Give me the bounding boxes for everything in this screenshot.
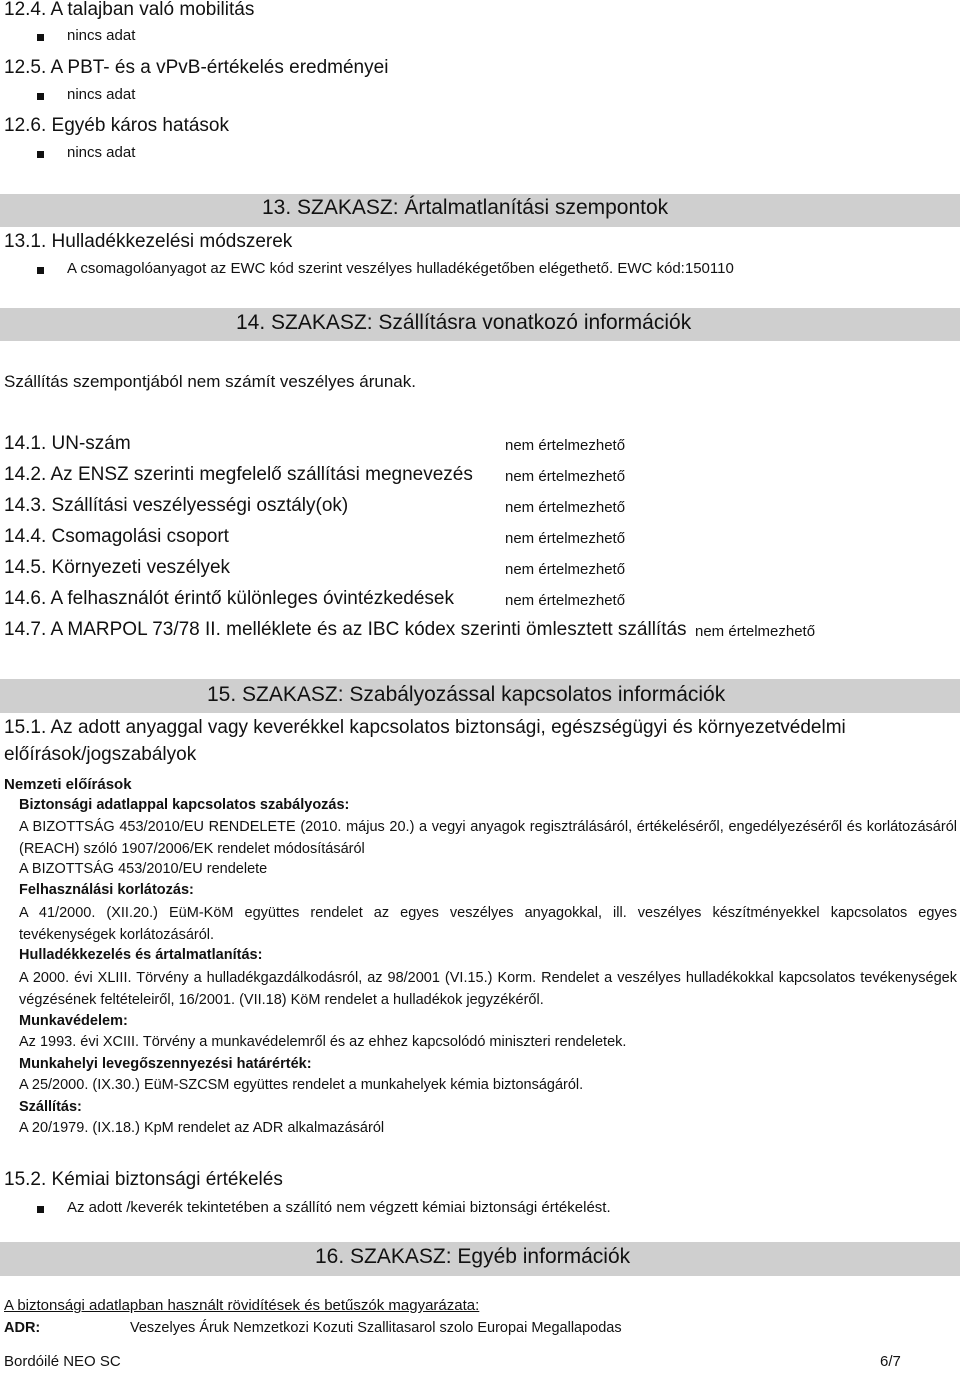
abbreviations-heading: A biztonsági adatlapban használt rövidítések és betűszók magyarázata: (4, 1297, 480, 1314)
paragraph: A 25/2000. (IX.30.) EüM-SZCSM együttes rendelet a munkahelyek kémia biztonságáról. (19, 1077, 584, 1093)
row-label: 14.2. Az ENSZ szerinti megfelelő szállítási megnevezés (4, 464, 473, 485)
heading-12-6: 12.6. Egyéb káros hatások (4, 115, 229, 136)
heading-15-2: 15.2. Kémiai biztonsági értékelés (4, 1169, 283, 1190)
heading-15-1-cont: előírások/jogszabályok (4, 744, 197, 765)
paragraph: A 2000. évi XLIII. Törvény a hulladékgazdálkodásról, az 98/2001 (VI.15.) Korm. Rendelet a veszélyes hulladékokkal kapcsolatos tevékenységek végzésének feltételeiről, 16/2001. (VII.18) KöM rendelet a hulladékok jegyzékéről. (19, 970, 957, 1008)
subheading-transport: Szállítás: (19, 1099, 82, 1115)
row-label: 14.4. Csomagolási csoport (4, 526, 229, 547)
list-item: Az adott /keverék tekintetében a szállító nem végzett kémiai biztonsági értékelést. (67, 1199, 611, 1216)
list-item: A csomagolóanyagot az EWC kód szerint veszélyes hulladékégetőben elégethető. EWC kód:150110 (67, 260, 734, 277)
section-15-header (0, 679, 960, 713)
section-16-header (0, 1242, 960, 1276)
section-13-title: 13. SZAKASZ: Ártalmatlanítási szempontok (262, 196, 669, 219)
row-value: nem értelmezhető (505, 499, 626, 516)
bullet-icon (37, 151, 44, 158)
row-value: nem értelmezhető (505, 468, 626, 485)
subheading-safety: Biztonsági adatlappal kapcsolatos szabályozás: (19, 797, 350, 813)
row-label: 14.5. Környezeti veszélyek (4, 557, 231, 578)
subheading-waste: Hulladékkezelés és ártalmatlanítás: (19, 947, 263, 963)
section-14-title: 14. SZAKASZ: Szállításra vonatkozó információk (236, 311, 692, 334)
row-value: nem értelmezhető (695, 623, 816, 640)
list-item: nincs adat (67, 86, 136, 103)
subheading-use: Felhasználási korlátozás: (19, 882, 194, 898)
heading-12-5: 12.5. A PBT- és a vPvB-értékelés eredményei (4, 57, 389, 78)
row-label: 14.1. UN-szám (4, 433, 131, 454)
paragraph: A BIZOTTSÁG 453/2010/EU RENDELETE (2010. május 20.) a vegyi anyagok regisztrálásáról, értékeléséről, engedélyezéséről és korlátozásáról (REACH) szóló 1907/2006/EK rendelet módosításáról (19, 819, 957, 857)
list-item: nincs adat (67, 27, 136, 44)
heading-15-1: 15.1. Az adott anyaggal vagy keverékkel kapcsolatos biztonsági, egészségügyi és környezetvédelmi (4, 717, 846, 738)
abbreviation-value: Veszelyes Áruk Nemzetkozi Kozuti Szallitasarol szolo Europai Megallapodas (130, 1320, 622, 1336)
row-label: 14.6. A felhasználót érintő különleges óvintézkedések (4, 588, 454, 609)
section-13-header (0, 194, 960, 227)
row-value: nem értelmezhető (505, 530, 626, 547)
heading-13-1: 13.1. Hulladékkezelési módszerek (4, 231, 293, 252)
bullet-icon (37, 93, 44, 100)
paragraph: A 41/2000. (XII.20.) EüM-KöM együttes rendelet az egyes veszélyes anyagokkal, ill. veszélyes készítményekkel kapcsolatos egyes tevékenységek korlátozásáról. (19, 905, 957, 943)
bullet-icon (37, 267, 44, 274)
transport-intro: Szállítás szempontjából nem számít veszélyes árunak. (4, 372, 416, 391)
row-value: nem értelmezhető (505, 437, 626, 454)
list-item: nincs adat (67, 144, 136, 161)
bullet-icon (37, 1206, 44, 1213)
footer-product: Bordóilé NEO SC (4, 1353, 121, 1370)
row-value: nem értelmezhető (505, 561, 626, 578)
section-16-title: 16. SZAKASZ: Egyéb információk (315, 1245, 631, 1268)
national-heading: Nemzeti előírások (4, 776, 132, 793)
abbreviation-key: ADR: (4, 1320, 41, 1336)
row-label: 14.7. A MARPOL 73/78 II. melléklete és az IBC kódex szerinti ömlesztett szállítás (4, 619, 687, 640)
section-15-title: 15. SZAKASZ: Szabályozással kapcsolatos információk (207, 683, 726, 706)
subheading-work: Munkavédelem: (19, 1013, 128, 1029)
paragraph: A 20/1979. (IX.18.) KpM rendelet az ADR alkalmazásáról (19, 1120, 385, 1136)
bullet-icon (37, 34, 44, 41)
row-value: nem értelmezhető (505, 592, 626, 609)
footer-page-number: 6/7 (880, 1353, 901, 1370)
paragraph: A BIZOTTSÁG 453/2010/EU rendelete (19, 861, 268, 877)
row-label: 14.3. Szállítási veszélyességi osztály(ok) (4, 495, 349, 516)
section-14-header (0, 308, 960, 341)
paragraph: Az 1993. évi XCIII. Törvény a munkavédelemről és az ehhez kapcsolódó miniszteri rendeletek. (19, 1034, 627, 1050)
heading-12-4: 12.4. A talajban való mobilitás (4, 0, 255, 20)
subheading-air: Munkahelyi levegőszennyezési határérték: (19, 1056, 312, 1072)
